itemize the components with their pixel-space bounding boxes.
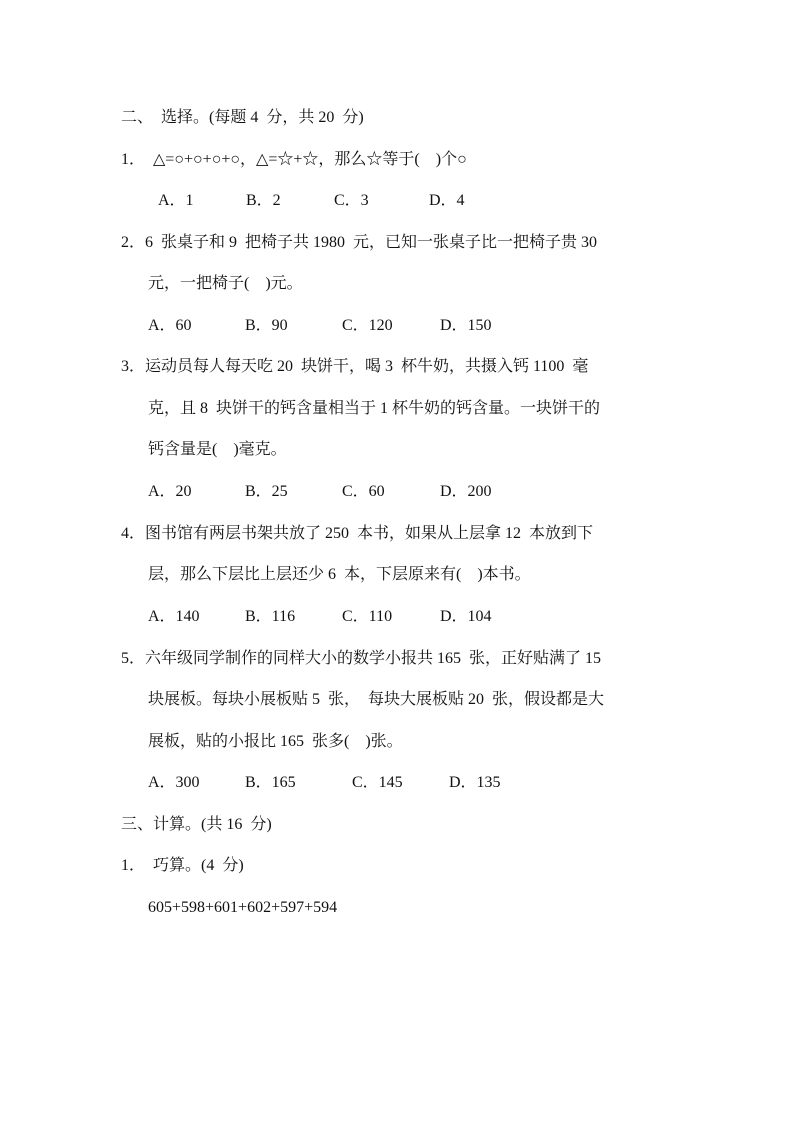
question-3-option-d[interactable]: D．200 (440, 483, 492, 500)
question-4-option-b[interactable]: B．116 (245, 608, 296, 625)
section-three-heading: 三、计算。(共 16 分) (121, 816, 272, 833)
question-3-option-b[interactable]: B．25 (245, 483, 288, 500)
question-5-line-2: 块展板。每块小展板贴 5 张， 每块大展板贴 20 张，假设都是大 (148, 691, 605, 708)
question-1-option-b[interactable]: B．2 (246, 192, 281, 209)
question-1-option-a[interactable]: A．1 (158, 192, 194, 209)
question-2-option-d[interactable]: D．150 (440, 317, 492, 334)
question-3-option-c[interactable]: C．60 (342, 483, 385, 500)
question-1-option-c[interactable]: C．3 (334, 192, 369, 209)
question-2-option-b[interactable]: B．90 (245, 317, 288, 334)
question-4-option-a[interactable]: A．140 (148, 608, 200, 625)
question-4-line-1: 4．图书馆有两层书架共放了 250 本书，如果从上层拿 12 本放到下 (121, 525, 594, 542)
question-3-line-3: 钙含量是( )毫克。 (148, 441, 287, 458)
question-2-option-a[interactable]: A．60 (148, 317, 192, 334)
question-3-line-1: 3．运动员每人每天吃 20 块饼干，喝 3 杯牛奶，共摄入钙 1100 毫 (121, 358, 589, 375)
question-1-option-d[interactable]: D．4 (429, 192, 465, 209)
section-three-question-1-text: 1． 巧算。(4 分) (121, 857, 244, 874)
question-2-line-2: 元，一把椅子( )元。 (148, 275, 303, 292)
question-2-line-1: 2．6 张桌子和 9 把椅子共 1980 元，已知一张桌子比一把椅子贵 30 (121, 234, 598, 251)
question-5-option-a[interactable]: A．300 (148, 774, 200, 791)
question-3-line-2: 克，且 8 块饼干的钙含量相当于 1 杯牛奶的钙含量。一块饼干的 (148, 400, 601, 417)
question-1-text: 1． △=○+○+○+○，△=☆+☆，那么☆等于( )个○ (121, 151, 467, 168)
calculation-expression: 605+598+601+602+597+594 (148, 899, 338, 916)
question-5-line-1: 5．六年级同学制作的同样大小的数学小报共 165 张，正好贴满了 15 (121, 650, 602, 667)
question-4-option-c[interactable]: C．110 (342, 608, 393, 625)
question-4-option-d[interactable]: D．104 (440, 608, 492, 625)
question-3-option-a[interactable]: A．20 (148, 483, 192, 500)
section-two-heading: 二、 选择。(每题 4 分，共 20 分) (121, 109, 364, 126)
question-5-option-d[interactable]: D．135 (449, 774, 501, 791)
question-5-option-c[interactable]: C．145 (352, 774, 403, 791)
question-5-line-3: 展板，贴的小报比 165 张多( )张。 (148, 733, 403, 750)
question-4-line-2: 层，那么下层比上层还少 6 本，下层原来有( )本书。 (148, 566, 531, 583)
question-2-option-c[interactable]: C．120 (342, 317, 393, 334)
question-5-option-b[interactable]: B．165 (245, 774, 296, 791)
